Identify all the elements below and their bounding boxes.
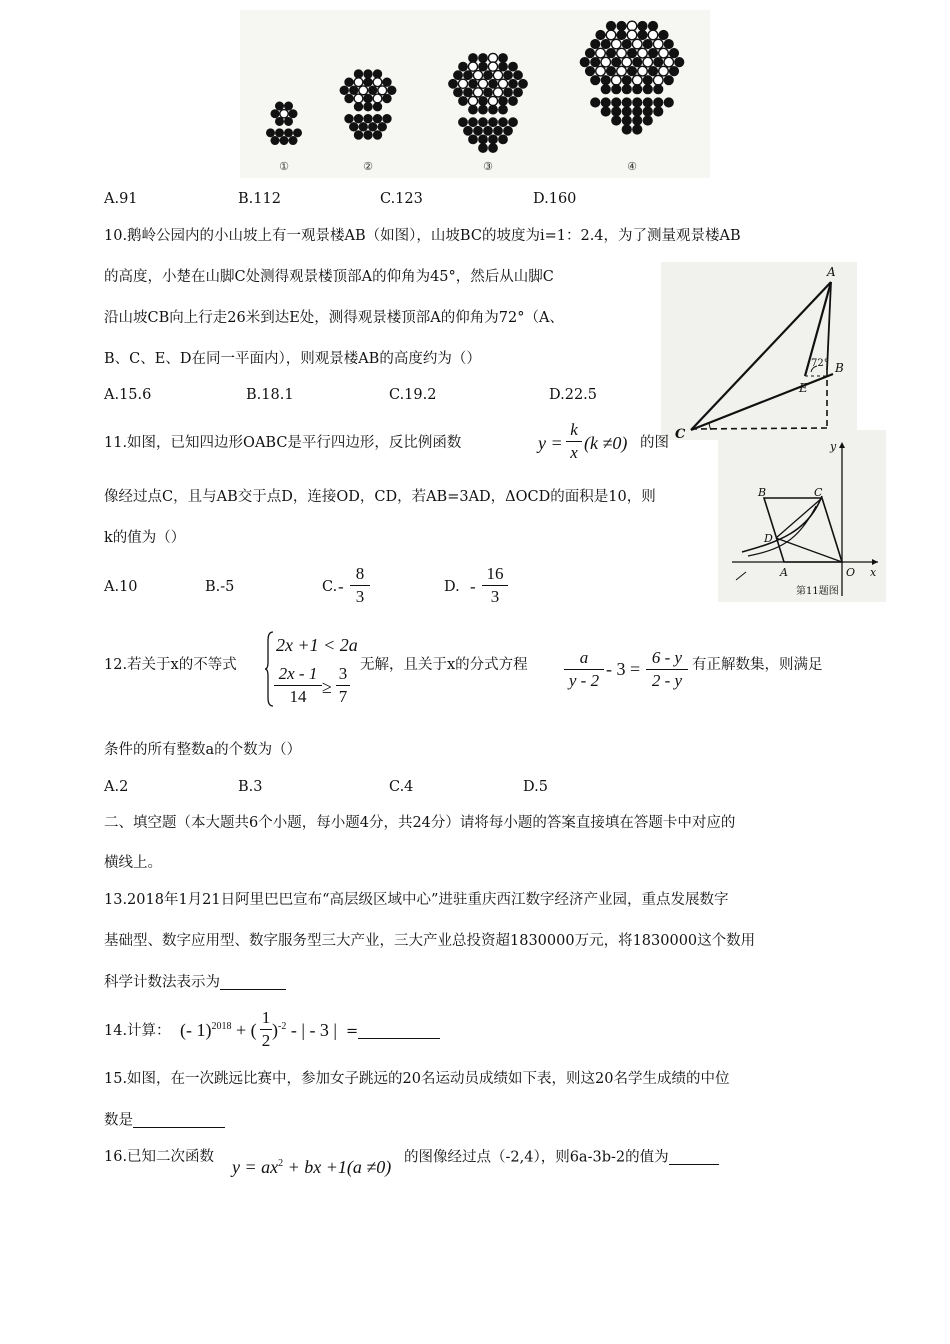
figure-label-4: ④ — [627, 160, 637, 173]
q12-inequality-2-fraction: 2x - 1 14 — [274, 664, 322, 707]
solid-dot — [488, 79, 497, 88]
q9-option-b: B.112 — [238, 191, 281, 207]
solid-dot — [601, 98, 611, 108]
solid-dot — [590, 75, 600, 85]
point-d-label: D — [764, 532, 773, 545]
q11-option-b: B.-5 — [205, 579, 235, 595]
solid-dot — [473, 126, 482, 135]
solid-dot — [627, 66, 637, 76]
solid-dot — [643, 75, 653, 85]
q11-option-c-fraction — [350, 564, 370, 607]
solid-dot — [373, 114, 382, 123]
solid-dot — [508, 96, 517, 105]
solid-dot — [653, 57, 663, 67]
hollow-dot — [488, 96, 497, 105]
solid-dot — [617, 30, 627, 40]
solid-dot — [638, 21, 648, 31]
solid-dot — [611, 116, 621, 126]
solid-dot — [643, 98, 653, 108]
q11-option-d-numerator: 16 — [486, 564, 504, 583]
solid-dot — [653, 84, 663, 94]
solid-dot — [354, 114, 363, 123]
hollow-dot — [638, 66, 648, 76]
solid-dot — [643, 84, 653, 94]
q12-inequality-2-sign: ≥ — [322, 677, 332, 697]
solid-dot — [611, 84, 621, 94]
solid-dot — [622, 98, 632, 108]
section-2-line-2: 横线上。 — [104, 855, 162, 871]
hollow-dot — [458, 79, 467, 88]
q11-option-d-denominator: 3 — [490, 587, 500, 606]
solid-dot — [622, 39, 632, 49]
q14-expression-part-1: (- 1)$^{2018}$ + ( — [180, 1020, 257, 1040]
point-a-label: A — [827, 265, 836, 279]
solid-dot — [368, 86, 377, 95]
q12-line-2: 条件的所有整数a的个数为（） — [104, 742, 302, 758]
solid-dot — [271, 110, 279, 118]
q11-line-1-pre: 11.如图，已知四边形OABC是平行四边形，反比例函数 — [104, 435, 462, 451]
q10-option-d: D.22.5 — [549, 387, 598, 403]
solid-dot — [478, 105, 487, 114]
solid-dot — [632, 84, 642, 94]
solid-dot — [632, 116, 642, 126]
solid-dot — [463, 71, 472, 80]
solid-dot — [345, 114, 354, 123]
hollow-dot — [622, 57, 632, 67]
solid-dot — [266, 129, 274, 137]
solid-dot — [478, 118, 487, 127]
solid-dot — [383, 114, 392, 123]
hollow-dot — [659, 66, 669, 76]
solid-dot — [674, 57, 684, 67]
q12-equation-lhs: a y - 2 — [564, 648, 604, 691]
solid-dot — [478, 143, 487, 152]
q11-function-fraction: k x — [566, 420, 582, 463]
solid-dot — [503, 71, 512, 80]
solid-dot — [596, 30, 606, 40]
hollow-dot — [638, 48, 648, 58]
q14-answer-blank — [358, 1024, 440, 1039]
figure-caption: 第11题图 — [796, 586, 839, 597]
hollow-dot — [664, 57, 674, 67]
solid-dot — [289, 110, 297, 118]
hollow-dot — [596, 66, 606, 76]
hollow-dot — [488, 62, 497, 71]
solid-dot — [478, 96, 487, 105]
solid-dot — [468, 105, 477, 114]
solid-dot — [364, 94, 373, 103]
solid-dot — [275, 117, 283, 125]
solid-dot — [271, 136, 279, 144]
hollow-dot — [627, 30, 637, 40]
q11-line-1-post: 的图 — [640, 435, 669, 451]
hollow-dot — [617, 48, 627, 58]
solid-dot — [669, 48, 679, 58]
solid-dot — [622, 84, 632, 94]
q12-text-pre: 12.若关于x的不等式 — [104, 657, 237, 673]
hollow-dot — [648, 30, 658, 40]
solid-dot — [632, 98, 642, 108]
solid-dot — [606, 48, 616, 58]
solid-dot — [498, 118, 507, 127]
solid-dot — [648, 21, 658, 31]
solid-dot — [483, 88, 492, 97]
solid-dot — [275, 102, 283, 110]
y-axis-label: y — [830, 440, 837, 453]
point-b-label: B — [835, 361, 844, 375]
solid-dot — [284, 129, 292, 137]
q13-line-2: 基础型、数字应用型、数字服务型三大产业，三大产业总投资超1830000万元，将1830000这个数用 — [104, 933, 756, 949]
hollow-dot — [653, 75, 663, 85]
solid-dot — [638, 30, 648, 40]
solid-dot — [364, 78, 373, 87]
solid-dot — [364, 102, 373, 111]
q13-line-1: 13.2018年1月21日阿里巴巴宣布“高层级区域中心”进驻重庆西江数字经济产业园，重点发展数字 — [104, 892, 729, 908]
solid-dot — [364, 70, 373, 79]
solid-dot — [345, 94, 354, 103]
q13-line-3 — [104, 975, 286, 990]
solid-dot — [513, 88, 522, 97]
solid-dot — [458, 62, 467, 71]
x-axis-label: x — [870, 566, 877, 579]
dot-pattern-figure — [240, 10, 710, 178]
solid-dot — [448, 79, 457, 88]
solid-dot — [585, 66, 595, 76]
figure-label-2: ② — [363, 160, 373, 173]
q15-line-2-text: 数是 — [104, 1112, 133, 1129]
solid-dot — [383, 94, 392, 103]
q10-line-1: 10.鹅岭公园内的小山坡上有一观景楼AB（如图），山坡BC的坡度为i=1：2.4，为了测量观景楼AB — [104, 228, 741, 244]
solid-dot — [601, 39, 611, 49]
solid-dot — [498, 105, 507, 114]
solid-dot — [622, 125, 632, 135]
solid-dot — [617, 21, 627, 31]
solid-dot — [463, 88, 472, 97]
origin-label: O — [846, 566, 856, 579]
point-e-label: E — [799, 381, 808, 395]
slope-tower-figure — [661, 262, 857, 440]
q11-option-c-minus: - — [338, 577, 344, 596]
hollow-dot — [643, 57, 653, 67]
solid-dot — [611, 107, 621, 117]
solid-dot — [622, 107, 632, 117]
solid-dot — [601, 84, 611, 94]
q12-equation-middle: - 3 = — [606, 659, 641, 679]
hollow-dot — [601, 57, 611, 67]
q14-label: 14.计算： — [104, 1023, 171, 1039]
hollow-dot — [493, 71, 502, 80]
solid-dot — [508, 118, 517, 127]
solid-dot — [488, 143, 497, 152]
solid-dot — [468, 135, 477, 144]
solid-dot — [349, 86, 358, 95]
hollow-dot — [468, 62, 477, 71]
hollow-dot — [617, 66, 627, 76]
q12-text-post: 有正解数集，则满足 — [692, 657, 823, 673]
solid-dot — [669, 66, 679, 76]
solid-dot — [478, 62, 487, 71]
solid-dot — [463, 126, 472, 135]
q11-option-d-minus: - — [470, 577, 476, 596]
solid-dot — [653, 98, 663, 108]
solid-dot — [643, 107, 653, 117]
hollow-dot — [468, 96, 477, 105]
solid-dot — [590, 57, 600, 67]
q9-option-c: C.123 — [380, 191, 423, 207]
solid-dot — [478, 53, 487, 62]
hollow-dot — [354, 78, 363, 87]
solid-dot — [601, 107, 611, 117]
q12-inequality-1: 2x +1 < 2a — [276, 635, 358, 655]
hollow-dot — [280, 110, 288, 118]
solid-dot — [354, 102, 363, 111]
solid-dot — [498, 135, 507, 144]
solid-dot — [293, 129, 301, 137]
solid-dot — [387, 86, 396, 95]
q11-function: y = — [538, 433, 563, 453]
solid-dot — [664, 98, 674, 108]
hollow-dot — [498, 79, 507, 88]
solid-dot — [359, 122, 368, 131]
hollow-dot — [632, 39, 642, 49]
q16-answer-blank — [669, 1150, 719, 1165]
solid-dot — [632, 107, 642, 117]
solid-dot — [453, 88, 462, 97]
solid-dot — [468, 53, 477, 62]
q14-equals — [346, 1024, 440, 1039]
q12-option-b: B.3 — [238, 779, 263, 795]
hollow-dot — [632, 75, 642, 85]
figure-label-3: ③ — [483, 160, 493, 173]
solid-dot — [659, 30, 669, 40]
solid-dot — [354, 131, 363, 140]
hollow-dot — [359, 86, 368, 95]
solid-dot — [590, 39, 600, 49]
q14-half-fraction: 1 2 — [261, 1008, 271, 1050]
hollow-dot — [478, 79, 487, 88]
q11-option-a: A.10 — [104, 579, 138, 595]
solid-dot — [585, 48, 595, 58]
section-2-line-1: 二、填空题（本大题共6个小题，每小题4分，共24分）请将每小题的答案直接填在答题卡中对应的 — [104, 815, 736, 831]
solid-dot — [483, 71, 492, 80]
q12-option-d: D.5 — [523, 779, 548, 795]
solid-dot — [468, 118, 477, 127]
figure-label-1: ① — [279, 160, 289, 173]
solid-dot — [289, 136, 297, 144]
hollow-dot — [653, 39, 663, 49]
solid-dot — [368, 122, 377, 131]
q11-line-3: k的值为（） — [104, 530, 186, 546]
solid-dot — [349, 122, 358, 131]
q10-option-a: A.15.6 — [104, 387, 152, 403]
q12-option-a: A.2 — [104, 779, 129, 795]
solid-dot — [643, 39, 653, 49]
q11-option-d-label: D. — [444, 579, 460, 595]
q16-text-post — [404, 1150, 719, 1165]
solid-dot — [280, 136, 288, 144]
angle-72-label: 72° — [811, 358, 829, 369]
solid-dot — [458, 118, 467, 127]
solid-dot — [275, 129, 283, 137]
q10-line-4: B、C、E、D在同一平面内），则观景楼AB的高度约为（） — [104, 351, 481, 367]
q9-option-a: A.91 — [104, 191, 138, 207]
hollow-dot — [473, 88, 482, 97]
solid-dot — [643, 116, 653, 126]
point-c-label: C — [814, 486, 823, 499]
solid-dot — [518, 79, 527, 88]
hollow-dot — [354, 94, 363, 103]
q16-text-pre: 16.已知二次函数 — [104, 1149, 215, 1165]
solid-dot — [493, 126, 502, 135]
solid-dot — [606, 66, 616, 76]
solid-dot — [622, 75, 632, 85]
q10-option-b: B.18.1 — [246, 387, 294, 403]
q11-option-c-denominator: 3 — [355, 587, 365, 606]
solid-dot — [373, 102, 382, 111]
solid-dot — [345, 78, 354, 87]
hollow-dot — [473, 71, 482, 80]
q12-inequality-2-rhs: 3 7 — [336, 664, 350, 707]
q15-answer-blank — [133, 1113, 225, 1128]
solid-dot — [606, 21, 616, 31]
q14-expression-part-2: )$^{-2}$ - | - 3 | — [272, 1020, 338, 1040]
q11-option-c-label: C. — [322, 579, 338, 595]
solid-dot — [284, 102, 292, 110]
solid-dot — [513, 71, 522, 80]
hollow-dot — [493, 88, 502, 97]
q12-system-brace — [264, 630, 274, 708]
solid-dot — [648, 48, 658, 58]
q10-line-3: 沿山坡CB向上行走26米到达E处，测得观景楼顶部A的仰角为72°（A、 — [104, 310, 564, 326]
solid-dot — [364, 131, 373, 140]
solid-dot — [383, 78, 392, 87]
hollow-dot — [373, 94, 382, 103]
solid-dot — [503, 88, 512, 97]
solid-dot — [378, 122, 387, 131]
solid-dot — [601, 75, 611, 85]
q14-equals-sign: = — [346, 1023, 359, 1040]
solid-dot — [611, 57, 621, 67]
solid-dot — [664, 75, 674, 85]
solid-dot — [488, 105, 497, 114]
q11-line-2: 像经过点C，且与AB交于点D，连接OD，CD，若AB=3AD，ΔOCD的面积是10，则 — [104, 489, 656, 505]
solid-dot — [458, 96, 467, 105]
q15-line-2 — [104, 1113, 225, 1128]
point-a-label: A — [780, 566, 788, 579]
solid-dot — [373, 131, 382, 140]
q16-text-post-content: 的图像经过点（-2,4），则6a-3b-2的值为 — [404, 1149, 669, 1166]
solid-dot — [478, 135, 487, 144]
solid-dot — [468, 79, 477, 88]
solid-dot — [488, 135, 497, 144]
solid-dot — [611, 98, 621, 108]
solid-dot — [622, 116, 632, 126]
solid-dot — [508, 79, 517, 88]
solid-dot — [498, 53, 507, 62]
q11-option-d-fraction — [482, 564, 508, 607]
solid-dot — [648, 66, 658, 76]
q12-equation-rhs: 6 - y 2 - y — [646, 648, 688, 691]
q16-function: $y = ax^2$ + bx +1(a ≠0) — [232, 1157, 392, 1177]
hollow-dot — [606, 30, 616, 40]
hollow-dot — [611, 39, 621, 49]
q10-line-2: 的高度，小楚在山脚C处测得观景楼顶部A的仰角为45°，然后从山脚C — [104, 269, 554, 285]
hollow-dot — [627, 21, 637, 31]
solid-dot — [508, 62, 517, 71]
hollow-dot — [611, 75, 621, 85]
solid-dot — [483, 126, 492, 135]
hollow-dot — [659, 48, 669, 58]
solid-dot — [580, 57, 590, 67]
solid-dot — [498, 96, 507, 105]
solid-dot — [498, 62, 507, 71]
solid-dot — [453, 71, 462, 80]
solid-dot — [627, 48, 637, 58]
solid-dot — [653, 107, 663, 117]
q13-line-3-text: 科学计数法表示为 — [104, 974, 220, 991]
hollow-dot — [488, 53, 497, 62]
solid-dot — [664, 39, 674, 49]
hollow-dot — [378, 86, 387, 95]
parallelogram-figure — [718, 430, 886, 602]
q15-line-1: 15.如图，在一次跳远比赛中，参加女子跳远的20名运动员成绩如下表，则这20名学生成绩的中位 — [104, 1071, 730, 1087]
q10-option-c: C.19.2 — [389, 387, 437, 403]
solid-dot — [503, 126, 512, 135]
q9-option-d: D.160 — [533, 191, 577, 207]
solid-dot — [632, 125, 642, 135]
point-b-label: B — [758, 486, 767, 499]
q13-answer-blank — [220, 975, 286, 990]
q11-function-condition: (k ≠0) — [584, 433, 628, 453]
hollow-dot — [596, 48, 606, 58]
q11-option-c-numerator: 8 — [355, 564, 365, 583]
solid-dot — [488, 118, 497, 127]
q12-text-mid: 无解，且关于x的分式方程 — [360, 657, 528, 673]
solid-dot — [632, 57, 642, 67]
point-c-label: C — [675, 427, 686, 440]
hollow-dot — [373, 78, 382, 87]
solid-dot — [590, 98, 600, 108]
solid-dot — [364, 114, 373, 123]
solid-dot — [340, 86, 349, 95]
q12-option-c: C.4 — [389, 779, 414, 795]
solid-dot — [284, 117, 292, 125]
